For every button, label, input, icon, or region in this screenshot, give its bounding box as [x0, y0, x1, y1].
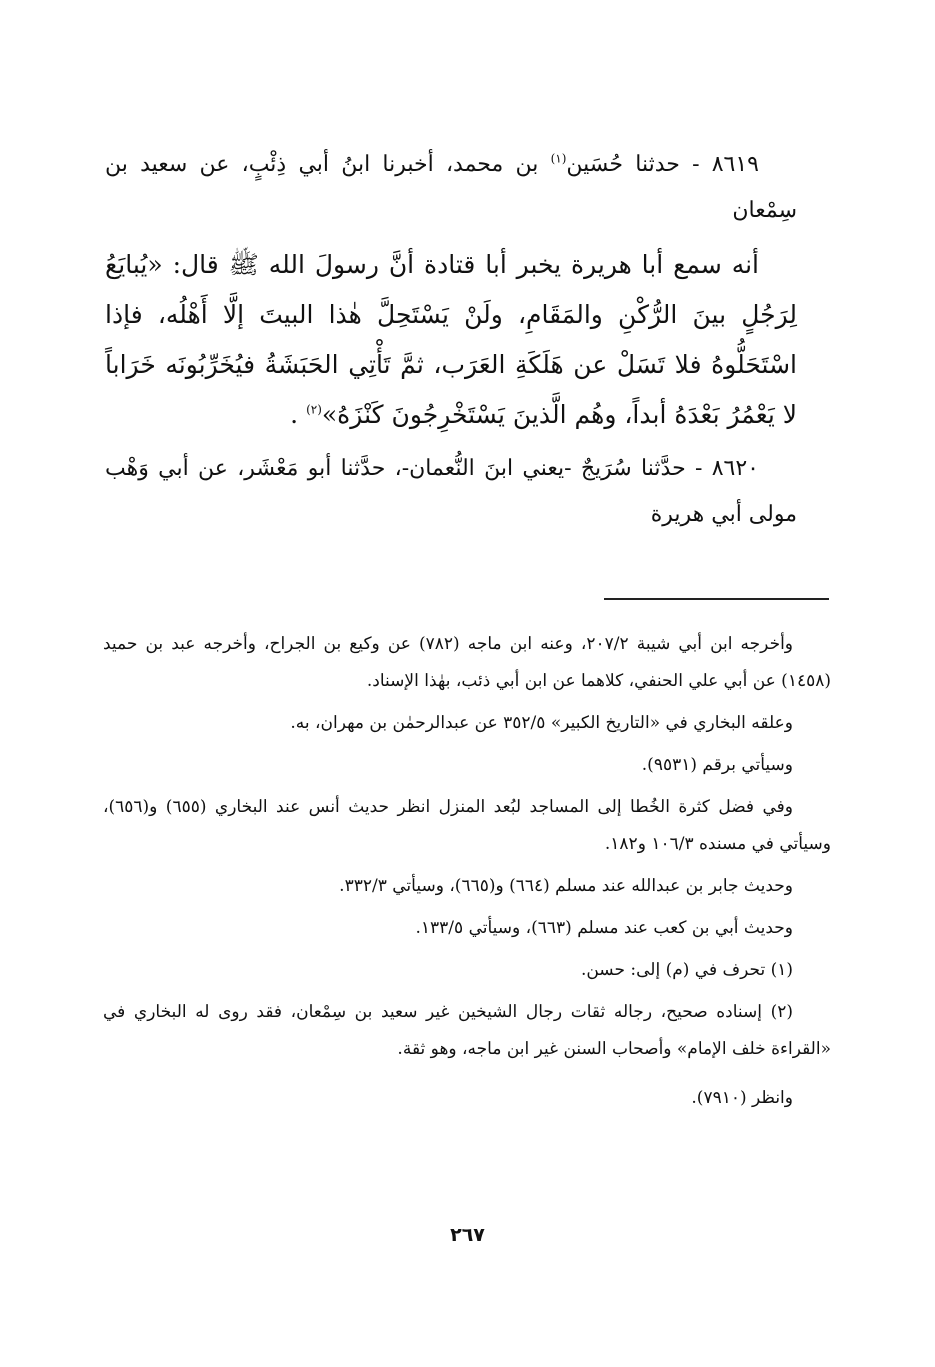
footnote-text: وعلقه البخاري في «التاريخ الكبير» ٣٥٢/٥ عن عبدالرحمٰن بن مهران، به. — [290, 713, 793, 733]
footnote-text: (٢) إسناده صحيح، رجاله ثقات رجال الشيخين غير سعيد بن سِمْعان، فقد روى له البخاري في «القراءة خلف الإمام» وأصحاب السنن غير ابن ماجه، وهو ثقة. — [103, 1002, 831, 1059]
hadith-number: ٨٦٢٠ — [711, 456, 759, 481]
hadith-text-block — [105, 142, 797, 544]
footnote-marker: (٢) — [306, 402, 322, 417]
footnote-text: وحديث جابر بن عبدالله عند مسلم (٦٦٤) و(٦٦٥)، وسيأتي ٣٣٢/٣. — [339, 876, 793, 896]
footnote-paragraph — [103, 1080, 831, 1117]
footnote-1 — [103, 952, 831, 989]
hadith-8620-isnad — [105, 446, 797, 538]
footnote-marker: (١) — [550, 151, 567, 166]
footnote-2 — [103, 994, 831, 1068]
page-number: ٢٦٧ — [450, 1224, 485, 1246]
footnote-text: وفي فضل كثرة الخُطا إلى المساجد لبُعد المنزل انظر حديث أنس عند البخاري (٦٥٥) و(٦٥٦)، وسيأتي في مسنده ١٠٦/٣ و١٨٢. — [103, 797, 831, 854]
footnote-paragraph — [103, 868, 831, 905]
footnote-text: وأخرجه ابن أبي شيبة ٢٠٧/٢، وعنه ابن ماجه (٧٨٢) عن وكيع بن الجراح، وأخرجه عبد بن حميد (١٤٥٨) عن أبي علي الحنفي، كلاهما عن ابن أبي ذئب، بهٰذا الإسناد. — [103, 634, 831, 691]
hadith-8619-isnad — [105, 142, 797, 234]
footnote-separator — [604, 598, 829, 600]
isnad-text: - حدَّثنا سُرَيجٌ -يعني ابنَ النُّعمان-، حدَّثنا أبو مَعْشَر، عن أبي وَهْب مولى أبي هريرة — [105, 456, 797, 527]
matn-end: . — [290, 400, 307, 429]
footnote-text: وسيأتي برقم (٩٥٣١). — [641, 755, 793, 775]
hadith-number: ٨٦١٩ — [711, 152, 759, 177]
footnote-text: وانظر (٧٩١٠). — [691, 1088, 793, 1108]
footnote-paragraph — [103, 910, 831, 947]
hadith-8619-matn — [105, 240, 797, 440]
footnote-paragraph — [103, 705, 831, 742]
footnote-paragraph — [103, 747, 831, 784]
footnote-paragraph — [103, 626, 831, 700]
footnote-paragraph — [103, 789, 831, 863]
isnad-text: - حدثنا حُسَين — [566, 152, 700, 177]
matn-text: أنه سمع أبا هريرة يخبر أبا قتادة أنَّ رسولَ الله ﷺ قال: «يُبايَعُ لِرَجُلٍ بينَ الرُّكْنِ والمَقَامِ، ولَنْ يَسْتَحِلَّ هٰذا البيتَ إلَّا أَهْلُه، فإذا اسْتَحَلُّوهُ فلا تَسَلْ عن هَلَكَةِ العَرَب، ثمَّ تَأْتِي الحَبَشَةُ فيُخَرِّبُونَه خَرَاباً لا يَعْمُرُ بَعْدَهُ أبداً، وهُم الَّذينَ يَسْتَخْرِجُونَ كَنْزَهُ» — [105, 250, 797, 429]
footnote-text: (١) تحرف في (م) إلى: حسن. — [580, 960, 793, 980]
isnad-text: بن محمد، أخبرنا ابنُ أبي ذِئْبٍ، عن سعيد بن سِمْعان — [105, 152, 797, 223]
footnote-text: وحديث أبي بن كعب عند مسلم (٦٦٣)، وسيأتي ١٣٣/٥. — [415, 918, 793, 938]
footnotes-block — [103, 626, 831, 1122]
